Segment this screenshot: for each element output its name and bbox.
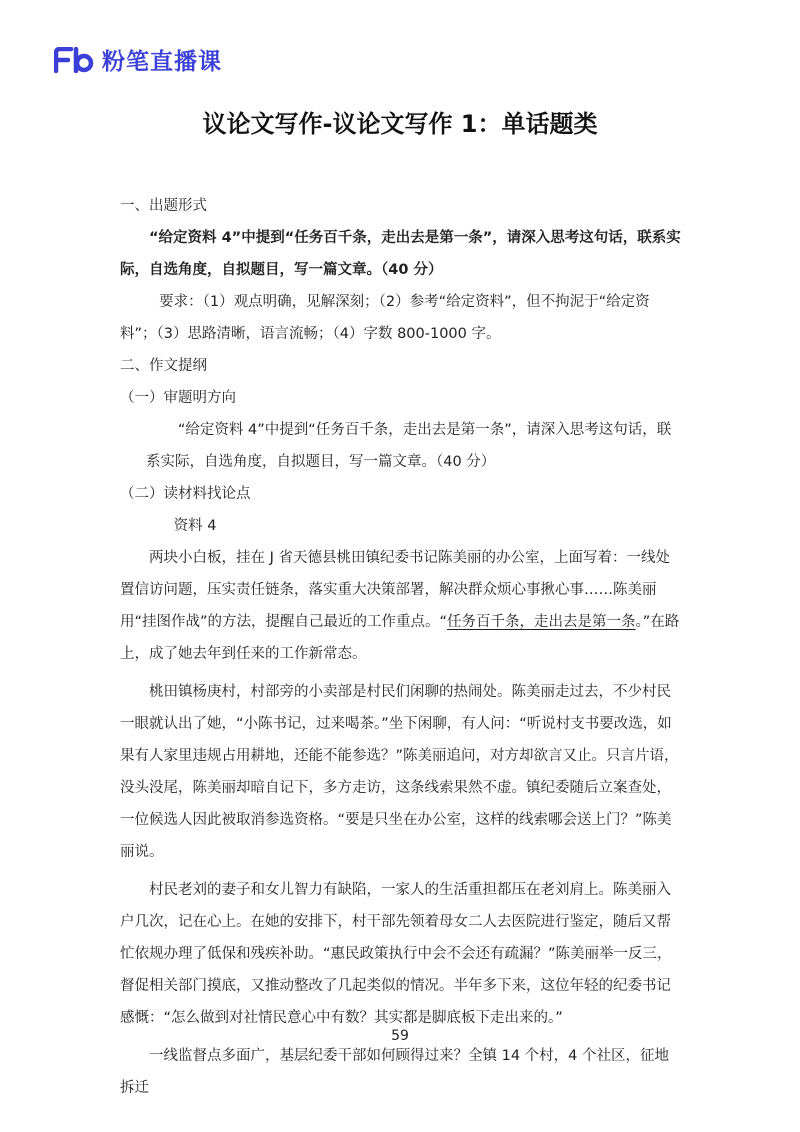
material-paragraph-3: 村民老刘的妻子和女儿智力有缺陷，一家人的生活重担都压在老刘肩上。陈美丽入户几次，记在心上。在她的安排下，村干部先领着母女二人去医院进行鉴定，随后又帮忙依规办理了低保和残疾补助。“惠民政策执行中会不会还有疏漏？”陈美丽举一反三，督促相关部门摸底，又推动整改了几起类似的情况。半年多下来，这位年轻的纪委书记感慨：“怎么做到对社情民意心中有数？其实都是脚底板下走出来的。” — [120, 882, 672, 1026]
subsection-1-text: “给定资料 4”中提到“任务百千条，走出去是第一条”，请深入思考这句话，联系实际，自选角度，自拟题目，写一篇文章。（40 分） — [146, 422, 672, 470]
underlined-quote: 任务百千条，走出去是第一条 — [447, 614, 636, 630]
material-label: 资料 4 — [173, 518, 217, 534]
material-paragraph-2: 桃田镇杨庚村，村部旁的小卖部是村民们闲聊的热闹处。陈美丽走过去，不少村民一眼就认出了她，“小陈书记，过来喝茶。”坐下闲聊，有人问：“听说村支书要改选，如果有人家里违规占用耕地，还能不能参选？”陈美丽追问，对方却欲言又止。只言片语，没头没尾，陈美丽却暗自记下，多方走访，这条线索果然不虚。镇纪委随后立案查处，一位候选人因此被取消参选资格。“要是只坐在办公室，这样的线索哪会送上门？”陈美丽说。 — [120, 684, 679, 860]
requirements-text: 要求：（1）观点明确，见解深刻；（2）参考“给定资料”，但不拘泥于“给定资料”；（3）思路清晰，语言流畅；（4）字数 800-1000 字。 — [120, 294, 650, 342]
material-paragraph-4: 一线监督点多面广，基层纪委干部如何顾得过来？全镇 14 个村，4 个社区，征地拆迁 — [120, 1048, 670, 1096]
document-body — [120, 190, 683, 1104]
brand-name: 粉笔直播课 — [102, 49, 222, 75]
page-number: 59 — [391, 1028, 409, 1044]
subsection-heading-2: （二）读材料找论点 — [120, 486, 251, 502]
material-paragraph-1 — [120, 542, 683, 670]
paragraph-1-end: 。”在路上，成了她去年到任来的工作新常态。 — [120, 614, 680, 662]
section-heading-1: 一、出题形式 — [120, 198, 207, 214]
subsection-heading-1: （一）审题明方向 — [120, 390, 236, 406]
fb-logo-icon — [54, 47, 94, 73]
section-heading-2: 二、作文提纲 — [120, 358, 207, 374]
question-text: “给定资料 4”中提到“任务百千条，走出去是第一条”，请深入思考这句话，联系实际，自选角度，自拟题目，写一篇文章。（40 分） — [120, 230, 681, 278]
page-title: 议论文写作-议论文写作 1：单话题类 — [202, 110, 598, 138]
paragraph-1-start: 两块小白板，挂在 J 省天德县桃田镇纪委书记陈美丽的办公室，上面写着：一线处置信访问题，压实责任链条，落实重大决策部署，解决群众烦心事揪心事……陈美丽用“挂图作战”的方法，提醒自己最近的工作重点。“ — [120, 550, 670, 630]
brand-logo — [54, 43, 222, 76]
